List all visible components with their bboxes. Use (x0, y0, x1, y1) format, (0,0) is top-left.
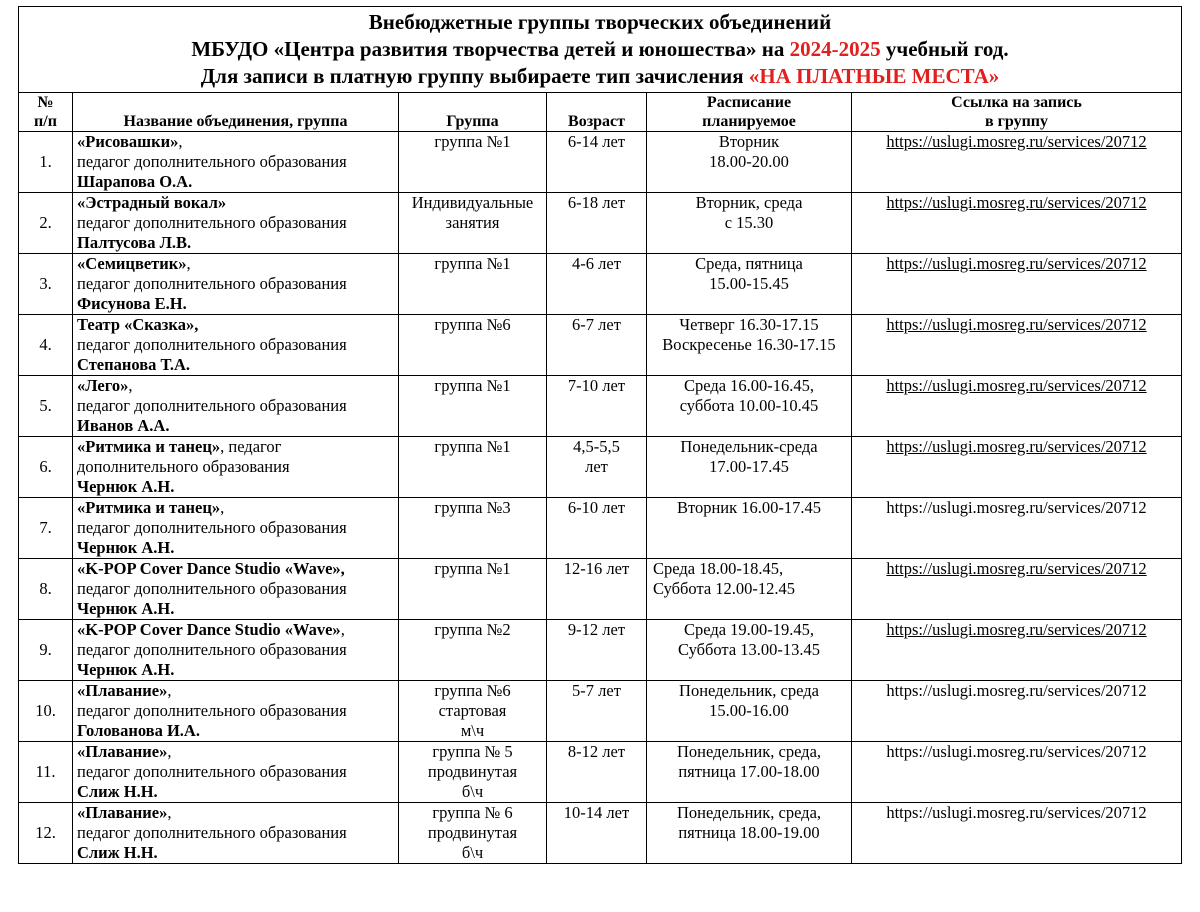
cell-name (73, 681, 399, 742)
group-line: продвинутая (427, 762, 518, 781)
cell-link (852, 742, 1182, 803)
groups-table (18, 6, 1182, 864)
cell-age (547, 681, 647, 742)
association-name (77, 681, 395, 701)
cell-age (547, 620, 647, 681)
signup-link[interactable]: https://uslugi.mosreg.ru/services/20712 (886, 254, 1147, 273)
group-line: группа №1 (434, 376, 511, 395)
cell-schedule (647, 376, 852, 437)
association-name (77, 193, 395, 213)
association-name (77, 437, 395, 457)
cell-age (547, 559, 647, 620)
schedule-line: суббота 10.00-10.45 (679, 396, 819, 415)
cell-age (547, 376, 647, 437)
table-row (19, 254, 1182, 315)
age-line: 9-12 лет (567, 620, 626, 639)
schedule-line: Среда, пятница (695, 254, 803, 273)
schedule-line: Понедельник, среда, (676, 803, 822, 822)
table-row (19, 498, 1182, 559)
association-title: «K-POP Cover Dance Studio «Wave» (77, 620, 341, 639)
group-line: занятия (445, 213, 500, 232)
cell-group (399, 193, 547, 254)
cell-age (547, 437, 647, 498)
association-title: «Ритмика и танец» (77, 498, 221, 517)
cell-group (399, 315, 547, 376)
group-line: б\ч (461, 782, 484, 801)
title-line-3-prefix: Для записи в платную группу выбираете тип зачисления (200, 64, 749, 88)
cell-schedule (647, 315, 852, 376)
cell-link (852, 498, 1182, 559)
association-title: «Рисовашки» (77, 132, 179, 151)
cell-link (852, 620, 1182, 681)
group-line: группа № 6 (432, 803, 513, 822)
association-name (77, 254, 395, 274)
header-schedule-line1: Расписание (706, 94, 792, 111)
group-line: группа №1 (434, 437, 511, 456)
teacher-role: педагог дополнительного образования (77, 335, 347, 354)
cell-link (852, 803, 1182, 864)
teacher-name: Палтусова Л.В. (77, 233, 192, 252)
document-title (19, 7, 1182, 93)
association-title-rest: , (167, 742, 172, 761)
group-line: м\ч (460, 721, 485, 740)
teacher-role: педагог дополнительного образования (77, 823, 347, 842)
group-line: Индивидуальные (411, 193, 534, 212)
header-schedule (647, 93, 852, 132)
teacher-name: Фисунова Е.Н. (77, 294, 187, 313)
teacher-name: Голованова И.А. (77, 721, 200, 740)
group-line: группа №1 (434, 254, 511, 273)
teacher-role: педагог дополнительного образования (77, 396, 347, 415)
cell-name (73, 315, 399, 376)
association-title-rest: , (167, 681, 172, 700)
schedule-line: Понедельник, среда, (676, 742, 822, 761)
teacher-role: педагог дополнительного образования (77, 274, 347, 293)
schedule-line: Среда 16.00-16.45, (683, 376, 815, 395)
cell-name (73, 437, 399, 498)
header-num (19, 93, 73, 132)
association-title: «Эстрадный вокал» (77, 193, 227, 212)
group-line: группа №1 (434, 132, 511, 151)
cell-name (73, 498, 399, 559)
cell-age (547, 193, 647, 254)
cell-group (399, 681, 547, 742)
schedule-line: Вторник (718, 132, 780, 151)
association-title: «K-POP Cover Dance Studio «Wave», (77, 559, 345, 578)
cell-link (852, 559, 1182, 620)
schedule-line: с 15.30 (724, 213, 774, 232)
cell-schedule (647, 742, 852, 803)
age-line: 4-6 лет (572, 254, 621, 273)
teacher-name: Шарапова О.А. (77, 172, 193, 191)
schedule-line: Вторник, среда (695, 193, 803, 212)
age-line: 4,5-5,5 (573, 437, 620, 456)
association-title-rest: , (186, 254, 191, 273)
cell-name (73, 620, 399, 681)
cell-schedule (647, 437, 852, 498)
cell-num: 1. (19, 132, 73, 193)
age-line: 10-14 лет (563, 803, 630, 822)
cell-num: 10. (19, 681, 73, 742)
header-link-line2: в группу (984, 113, 1049, 130)
association-title-rest: , (178, 132, 183, 151)
table-row (19, 742, 1182, 803)
association-title: «Лего» (77, 376, 129, 395)
association-name (77, 498, 395, 518)
cell-age (547, 742, 647, 803)
cell-schedule (647, 254, 852, 315)
table-row (19, 681, 1182, 742)
title-year: 2024-2025 (789, 37, 881, 61)
cell-group (399, 376, 547, 437)
group-line: группа №6 (434, 315, 511, 334)
age-line: 5-7 лет (572, 681, 621, 700)
association-title-rest: , (340, 620, 345, 639)
title-line-2-suffix: учебный год. (880, 37, 1009, 61)
table-row (19, 193, 1182, 254)
group-line: стартовая (438, 701, 507, 720)
association-title: «Плавание» (77, 742, 168, 761)
signup-link[interactable]: https://uslugi.mosreg.ru/services/20712 (886, 437, 1147, 456)
cell-link (852, 132, 1182, 193)
cell-num: 8. (19, 559, 73, 620)
teacher-name: Чернюк А.Н. (77, 660, 175, 679)
cell-num: 11. (19, 742, 73, 803)
cell-group (399, 132, 547, 193)
cell-link (852, 437, 1182, 498)
schedule-line: Среда 19.00-19.45, (683, 620, 815, 639)
header-link-line1: Ссылка на запись (951, 94, 1082, 111)
cell-age (547, 132, 647, 193)
signup-link[interactable]: https://uslugi.mosreg.ru/services/20712 (886, 193, 1147, 212)
cell-num: 7. (19, 498, 73, 559)
teacher-role: дополнительного образования (77, 457, 290, 476)
association-title: «Семицветик» (77, 254, 187, 273)
cell-age (547, 315, 647, 376)
cell-schedule (647, 132, 852, 193)
schedule-line: пятница 18.00-19.00 (678, 823, 820, 842)
header-group: Группа (399, 93, 547, 132)
signup-link[interactable]: https://uslugi.mosreg.ru/services/20712 (886, 559, 1147, 578)
association-title: Театр «Сказка», (77, 315, 199, 334)
teacher-name: Слиж Н.Н. (77, 843, 158, 862)
title-line-3 (23, 63, 1177, 90)
schedule-line: Понедельник, среда (679, 681, 819, 700)
schedule-line: 18.00-20.00 (709, 152, 789, 171)
age-line: 7-10 лет (567, 376, 626, 395)
cell-num: 5. (19, 376, 73, 437)
schedule-line: Вторник 16.00-17.45 (676, 498, 822, 517)
cell-name (73, 803, 399, 864)
cell-name (73, 132, 399, 193)
signup-link[interactable]: https://uslugi.mosreg.ru/services/20712 (886, 803, 1147, 822)
age-line: 12-16 лет (563, 559, 630, 578)
teacher-name: Степанова Т.А. (77, 355, 191, 374)
group-line: б\ч (461, 843, 484, 862)
cell-group (399, 254, 547, 315)
association-title-rest: , (167, 803, 172, 822)
cell-link (852, 193, 1182, 254)
group-line: группа №1 (434, 559, 511, 578)
cell-link (852, 681, 1182, 742)
cell-schedule (647, 681, 852, 742)
table-row (19, 803, 1182, 864)
group-line: группа № 5 (432, 742, 513, 761)
cell-name (73, 254, 399, 315)
association-title: «Плавание» (77, 803, 168, 822)
age-line: 6-10 лет (567, 498, 626, 517)
age-line: 8-12 лет (567, 742, 626, 761)
cell-schedule (647, 559, 852, 620)
cell-group (399, 803, 547, 864)
schedule-line: Четверг 16.30-17.15 (679, 315, 819, 334)
signup-link[interactable]: https://uslugi.mosreg.ru/services/20712 (886, 681, 1147, 700)
table-row (19, 620, 1182, 681)
signup-link[interactable]: https://uslugi.mosreg.ru/services/20712 (886, 498, 1147, 517)
signup-link[interactable]: https://uslugi.mosreg.ru/services/20712 (886, 742, 1147, 761)
title-highlight: «НА ПЛАТНЫЕ МЕСТА» (748, 64, 1000, 88)
cell-group (399, 498, 547, 559)
header-age: Возраст (547, 93, 647, 132)
cell-name (73, 193, 399, 254)
header-num-line2: п/п (34, 113, 57, 130)
table-row (19, 132, 1182, 193)
association-title-rest: , (220, 498, 225, 517)
document-page (18, 6, 1181, 864)
teacher-role: педагог дополнительного образования (77, 762, 347, 781)
signup-link[interactable]: https://uslugi.mosreg.ru/services/20712 (886, 376, 1147, 395)
cell-num: 6. (19, 437, 73, 498)
schedule-line: Суббота 13.00-13.45 (677, 640, 821, 659)
cell-age (547, 254, 647, 315)
age-line: 6-18 лет (567, 193, 626, 212)
table-row (19, 437, 1182, 498)
association-name (77, 132, 395, 152)
teacher-role: педагог дополнительного образования (77, 640, 347, 659)
header-link (852, 93, 1182, 132)
teacher-role: педагог дополнительного образования (77, 579, 347, 598)
header-row (19, 93, 1182, 132)
association-title: «Ритмика и танец» (77, 437, 221, 456)
association-name (77, 620, 395, 640)
cell-schedule (647, 620, 852, 681)
table-body (19, 132, 1182, 864)
header-name: Название объединения, группа (73, 93, 399, 132)
table-row (19, 376, 1182, 437)
cell-link (852, 376, 1182, 437)
group-line: группа №3 (434, 498, 511, 517)
header-schedule-line2: планируемое (702, 113, 796, 130)
teacher-name: Иванов А.А. (77, 416, 170, 435)
cell-group (399, 559, 547, 620)
group-line: группа №6 (434, 681, 511, 700)
signup-link[interactable]: https://uslugi.mosreg.ru/services/20712 (886, 132, 1147, 151)
title-row (19, 7, 1182, 93)
table-row (19, 315, 1182, 376)
teacher-name: Чернюк А.Н. (77, 538, 175, 557)
schedule-line: Воскресенье 16.30-17.15 (662, 335, 836, 354)
association-name (77, 742, 395, 762)
association-title-rest: , (128, 376, 133, 395)
association-name (77, 376, 395, 396)
cell-group (399, 620, 547, 681)
teacher-role: педагог дополнительного образования (77, 701, 347, 720)
schedule-line: 15.00-15.45 (709, 274, 789, 293)
cell-num: 2. (19, 193, 73, 254)
teacher-name: Чернюк А.Н. (77, 477, 175, 496)
header-num-line1: № (37, 94, 54, 111)
cell-group (399, 742, 547, 803)
association-name (77, 803, 395, 823)
schedule-line: пятница 17.00-18.00 (678, 762, 820, 781)
cell-name (73, 742, 399, 803)
cell-group (399, 437, 547, 498)
teacher-role: педагог дополнительного образования (77, 213, 347, 232)
association-name (77, 559, 395, 579)
schedule-line: 15.00-16.00 (709, 701, 789, 720)
teacher-name: Чернюк А.Н. (77, 599, 175, 618)
title-line-1: Внебюджетные группы творческих объединений (368, 10, 832, 34)
association-title: «Плавание» (77, 681, 168, 700)
cell-age (547, 803, 647, 864)
schedule-line: Понедельник-среда (680, 437, 818, 456)
cell-num: 4. (19, 315, 73, 376)
age-line: 6-14 лет (567, 132, 626, 151)
schedule-line: Среда 18.00-18.45, (653, 559, 784, 578)
group-line: группа №2 (434, 620, 511, 639)
signup-link[interactable]: https://uslugi.mosreg.ru/services/20712 (886, 620, 1147, 639)
table-row (19, 559, 1182, 620)
cell-schedule (647, 803, 852, 864)
cell-name (73, 559, 399, 620)
teacher-role: педагог дополнительного образования (77, 518, 347, 537)
cell-schedule (647, 498, 852, 559)
teacher-name: Слиж Н.Н. (77, 782, 158, 801)
title-line-2-prefix: МБУДО «Центра развития творчества детей и юношества» на (191, 37, 790, 61)
age-line: лет (585, 457, 608, 476)
cell-num: 3. (19, 254, 73, 315)
cell-num: 9. (19, 620, 73, 681)
group-line: продвинутая (427, 823, 518, 842)
cell-age (547, 498, 647, 559)
cell-link (852, 315, 1182, 376)
age-line: 6-7 лет (572, 315, 621, 334)
schedule-line: 17.00-17.45 (709, 457, 789, 476)
association-title-rest: , педагог (220, 437, 282, 456)
cell-schedule (647, 193, 852, 254)
signup-link[interactable]: https://uslugi.mosreg.ru/services/20712 (886, 315, 1147, 334)
cell-link (852, 254, 1182, 315)
teacher-role: педагог дополнительного образования (77, 152, 347, 171)
cell-num: 12. (19, 803, 73, 864)
association-name (77, 315, 395, 335)
schedule-line: Суббота 12.00-12.45 (653, 579, 796, 598)
cell-name (73, 376, 399, 437)
title-line-2 (23, 36, 1177, 63)
